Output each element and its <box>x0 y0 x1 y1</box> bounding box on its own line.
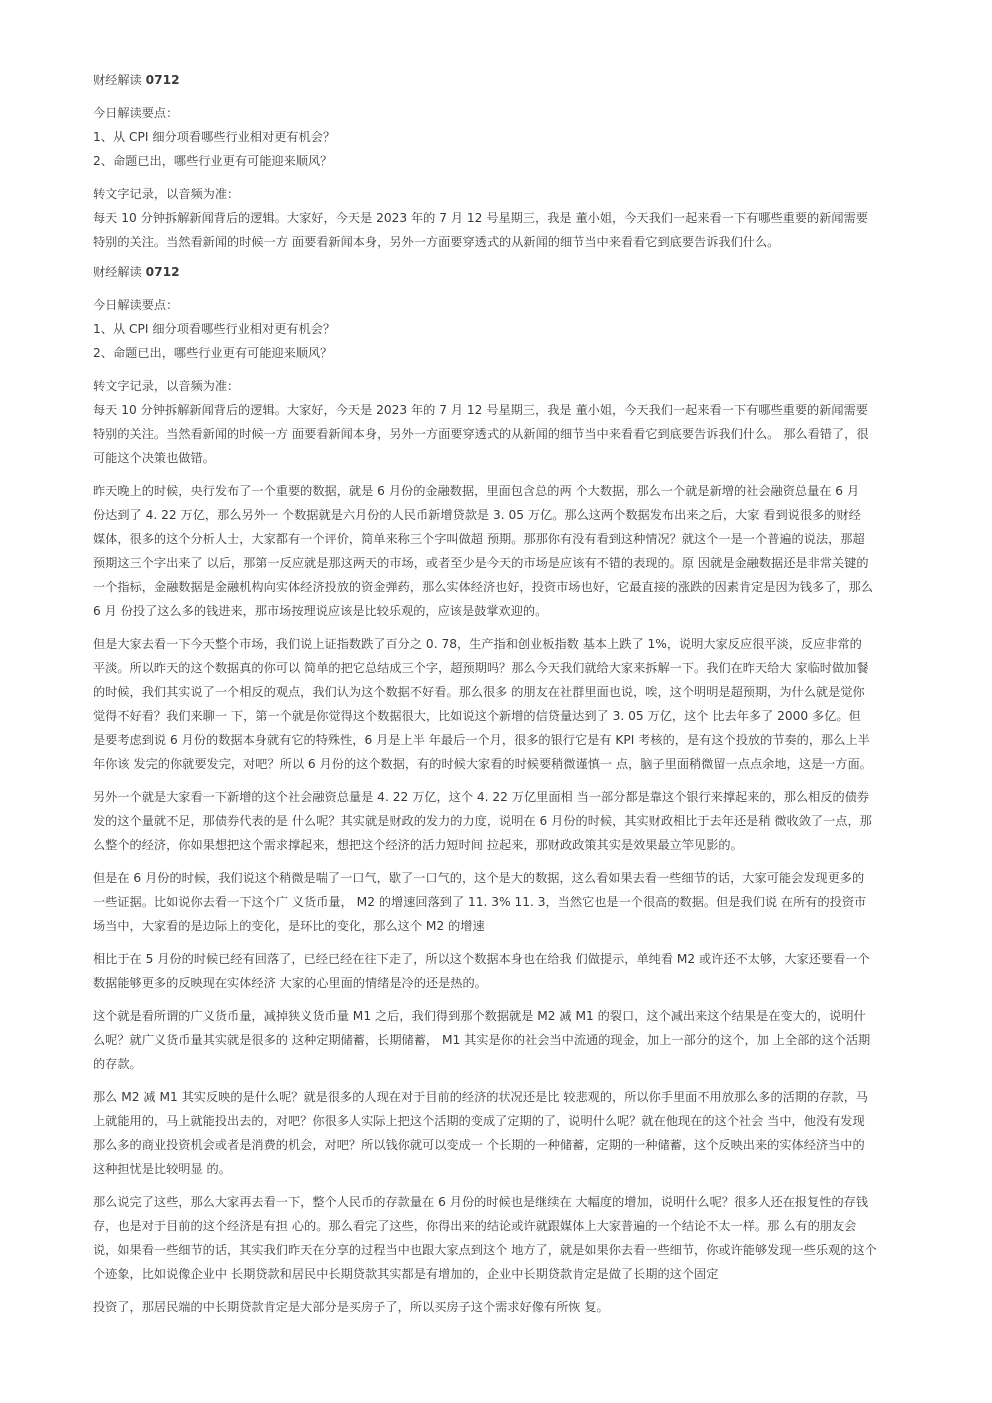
paragraph-line: 年你该 发完的你就要发完，对吧？所以 6 月份的这个数据，有的时候大家看的时候要稍微谨慎一 点，脑子里面稍微留一点点余地，这是一方面。 <box>93 757 872 771</box>
paragraph-line: 一个指标，金融数据是金融机构向实体经济投放的资金弹药，那么实体经济也好，投资市场也好，它最直接的涨跌的因素肯定是因为钱多了，那么 <box>93 580 873 594</box>
paragraph-line: 那么 M2 减 M1 其实反映的是什么呢？就是很多的人现在对于目前的经济的状况还是比 较悲观的，所以你手里面不用放那么多的活期的存款，马 <box>93 1090 868 1104</box>
paragraph-line: 但是在 6 月份的时候，我们说这个稍微是喘了一口气，歇了一口气的，这个是大的数据，这么看如果去看一些细节的话，大家可能会发现更多的 <box>93 871 865 885</box>
point-1: 1、从 CPI 细分项看哪些行业相对更有机会？ <box>93 130 336 144</box>
paragraph-line: 么整个的经济，你如果想把这个需求撑起来，想把这个经济的活力短时间 拉起来，那财政政策其实是效果最立竿见影的。 <box>93 838 743 852</box>
paragraph-line: 份达到了 4. 22 万亿，那么另外一 个数据就是六月份的人民币新增贷款是 3. 05 万亿。那么这两个数据发布出来之后，大家 看到说很多的财经 <box>93 508 861 522</box>
paragraph-line: 平淡。所以昨天的这个数据真的你可以 简单的把它总结成三个字，超预期吗？那么今天我们就给大家来拆解一下。我们在昨天给大 家临时做加餐 <box>93 661 869 675</box>
transcript-heading: 转文字记录，以音频为准： <box>93 187 240 201</box>
paragraph-line: 相比于在 5 月份的时候已经有回落了，已经已经在往下走了，所以这个数据本身也在给我 们做提示，单纯看 M2 或许还不太够，大家还要看一个 <box>93 952 870 966</box>
paragraph-line: 这种担忧是比较明显 的。 <box>93 1162 231 1176</box>
title-code: 0712 <box>145 265 180 279</box>
doc-title-repeat <box>93 260 941 284</box>
paragraph-line: 的时候，我们其实说了一个相反的观点，我们认为这个数据不好看。那么很多 的朋友在社群里面也说，唉，这个明明是超预期，为什么就是觉你 <box>93 685 865 699</box>
paragraph-line: 的存款。 <box>93 1057 142 1071</box>
paragraph <box>93 479 941 623</box>
paragraph <box>93 1085 941 1181</box>
intro-line: 特别的关注。当然看新闻的时候一方 面要看新闻本身，另外一方面要穿透式的从新闻的细节当中来看看它到底要告诉我们什么。 那么看错了，很 <box>93 427 869 441</box>
paragraph-line: 觉得不好看？我们来聊一 下，第一个就是你觉得这个数据很大，比如说这个新增的信贷量达到了 3. 05 万亿，这个 比去年多了 2000 多亿。但 <box>93 709 861 723</box>
paragraph-line: 那么说完了这些，那么大家再去看一下，整个人民币的存款量在 6 月份的时候也是继续在 大幅度的增加，说明什么呢？很多人还在报复性的存钱 <box>93 1195 869 1209</box>
paragraph-line: 但是大家去看一下今天整个市场，我们说上证指数跌了百分之 0. 78，生产指和创业板指数 基本上跌了 1%，说明大家反应很平淡，反应非常的 <box>93 637 862 651</box>
intro-line: 每天 10 分钟拆解新闻背后的逻辑。大家好，今天是 2023 年的 7 月 12 号星期三，我是 董小姐，今天我们一起来看一下有哪些重要的新闻需要 <box>93 211 868 225</box>
paragraph <box>93 947 941 995</box>
paragraph-line: 场当中，大家看的是边际上的变化，是环比的变化，那么这个 M2 的增速 <box>93 919 485 933</box>
transcript-heading: 转文字记录，以音频为准： <box>93 379 240 393</box>
paragraph-line: 是要考虑到说 6 月份的数据本身就有它的特殊性，6 月是上半 年最后一个月，很多的银行它是有 KPI 考核的，是有这个投放的节奏的，那么上半 <box>93 733 870 747</box>
paragraph <box>93 1295 941 1319</box>
point-2: 2、命题已出，哪些行业更有可能迎来顺风？ <box>93 154 333 168</box>
intro-line: 可能这个决策也做错。 <box>93 451 215 465</box>
intro-line: 特别的关注。当然看新闻的时候一方 面要看新闻本身，另外一方面要穿透式的从新闻的细节当中来看看它到底要告诉我们什么。 <box>93 235 780 249</box>
paragraph-line: 投资了，那居民端的中长期贷款肯定是大部分是买房子了，所以买房子这个需求好像有所恢 复。 <box>93 1300 609 1314</box>
intro-line: 每天 10 分钟拆解新闻背后的逻辑。大家好，今天是 2023 年的 7 月 12 号星期三，我是 董小姐，今天我们一起来看一下有哪些重要的新闻需要 <box>93 403 868 417</box>
paragraph-line: 一些证据。比如说你去看一下这个广 义货币量， M2 的增速回落到了 11. 3% 11. 3，当然它也是一个很高的数据。但是我们说 在所有的投资市 <box>93 895 867 909</box>
paragraph <box>93 1190 941 1286</box>
paragraph-line: 媒体，很多的这个分析人士，大家都有一个评价，简单来称三个字叫做超 预期。那那你有没有看到这种情况？就这个一是一个普遍的说法，那超 <box>93 532 865 546</box>
doc-title <box>93 68 941 92</box>
paragraph-line: 预期这三个字出来了 以后，那第一反应就是那这两天的市场，或者至少是今天的市场是应该有不错的表现的。原 因就是金融数据还是非常关键的 <box>93 556 869 570</box>
paragraph-line: 个迹象，比如说像企业中 长期贷款和居民中长期贷款其实都是有增加的，企业中长期贷款肯定是做了长期的这个固定 <box>93 1267 719 1281</box>
points-heading: 今日解读要点： <box>93 298 179 312</box>
paragraph <box>93 866 941 938</box>
paragraph <box>93 785 941 857</box>
paragraph-line: 发的这个量就不足，那债券代表的是 什么呢？其实就是财政的发力的力度，说明在 6 月份的时候，其实财政相比于去年还是稍 微收敛了一点，那 <box>93 814 872 828</box>
paragraph <box>93 1004 941 1076</box>
paragraph-line: 6 月 份投了这么多的钱进来，那市场按理说应该是比较乐观的，应该是鼓掌欢迎的。 <box>93 604 548 618</box>
paragraph-line: 另外一个就是大家看一下新增的这个社会融资总量是 4. 22 万亿，这个 4. 22 万亿里面相 当一部分都是靠这个银行来撑起来的，那么相反的债券 <box>93 790 870 804</box>
point-2: 2、命题已出，哪些行业更有可能迎来顺风？ <box>93 346 333 360</box>
paragraph-line: 存，也是对于目前的这个经济是有担 心的。那么看完了这些，你得出来的结论或许就跟媒体上大家普遍的一个结论不太一样。那 么有的朋友会 <box>93 1219 857 1233</box>
paragraph-line: 么呢？就广义货币量其实就是很多的 这种定期储蓄，长期储蓄， M1 其实是你的社会当中流通的现金，加上一部分的这个，加 上全部的这个活期 <box>93 1033 871 1047</box>
transcript-body <box>93 479 941 1319</box>
title-code: 0712 <box>145 73 180 87</box>
paragraph-line: 上就能用的，马上就能投出去的，对吧？你很多人实际上把这个活期的变成了定期的了，说明什么呢？就在他现在的这个社会 当中，他没有发现 <box>93 1114 865 1128</box>
paragraph-line: 说，如果看一些细节的话，其实我们昨天在分享的过程当中也跟大家点到这个 地方了，就是如果你去看一些细节，你或许能够发现一些乐观的这个 <box>93 1243 877 1257</box>
paragraph-line: 数据能够更多的反映现在实体经济 大家的心里面的情绪是冷的还是热的。 <box>93 976 487 990</box>
points-heading: 今日解读要点： <box>93 106 179 120</box>
title-prefix: 财经解读 <box>93 73 142 87</box>
point-1: 1、从 CPI 细分项看哪些行业相对更有机会？ <box>93 322 336 336</box>
paragraph-line: 昨天晚上的时候，央行发布了一个重要的数据，就是 6 月份的金融数据，里面包含总的两 个大数据，那么一个就是新增的社会融资总量在 6 月 <box>93 484 860 498</box>
document-page <box>93 68 941 1328</box>
paragraph <box>93 632 941 776</box>
paragraph-line: 这个就是看所谓的广义货币量，减掉狭义货币量 M1 之后，我们得到那个数据就是 M2 减 M1 的裂口，这个减出来这个结果是在变大的，说明什 <box>93 1009 866 1023</box>
paragraph-line: 那么多的商业投资机会或者是消费的机会，对吧？所以钱你就可以变成一 个长期的一种储蓄，定期的一种储蓄，这个反映出来的实体经济当中的 <box>93 1138 865 1152</box>
title-prefix: 财经解读 <box>93 265 142 279</box>
